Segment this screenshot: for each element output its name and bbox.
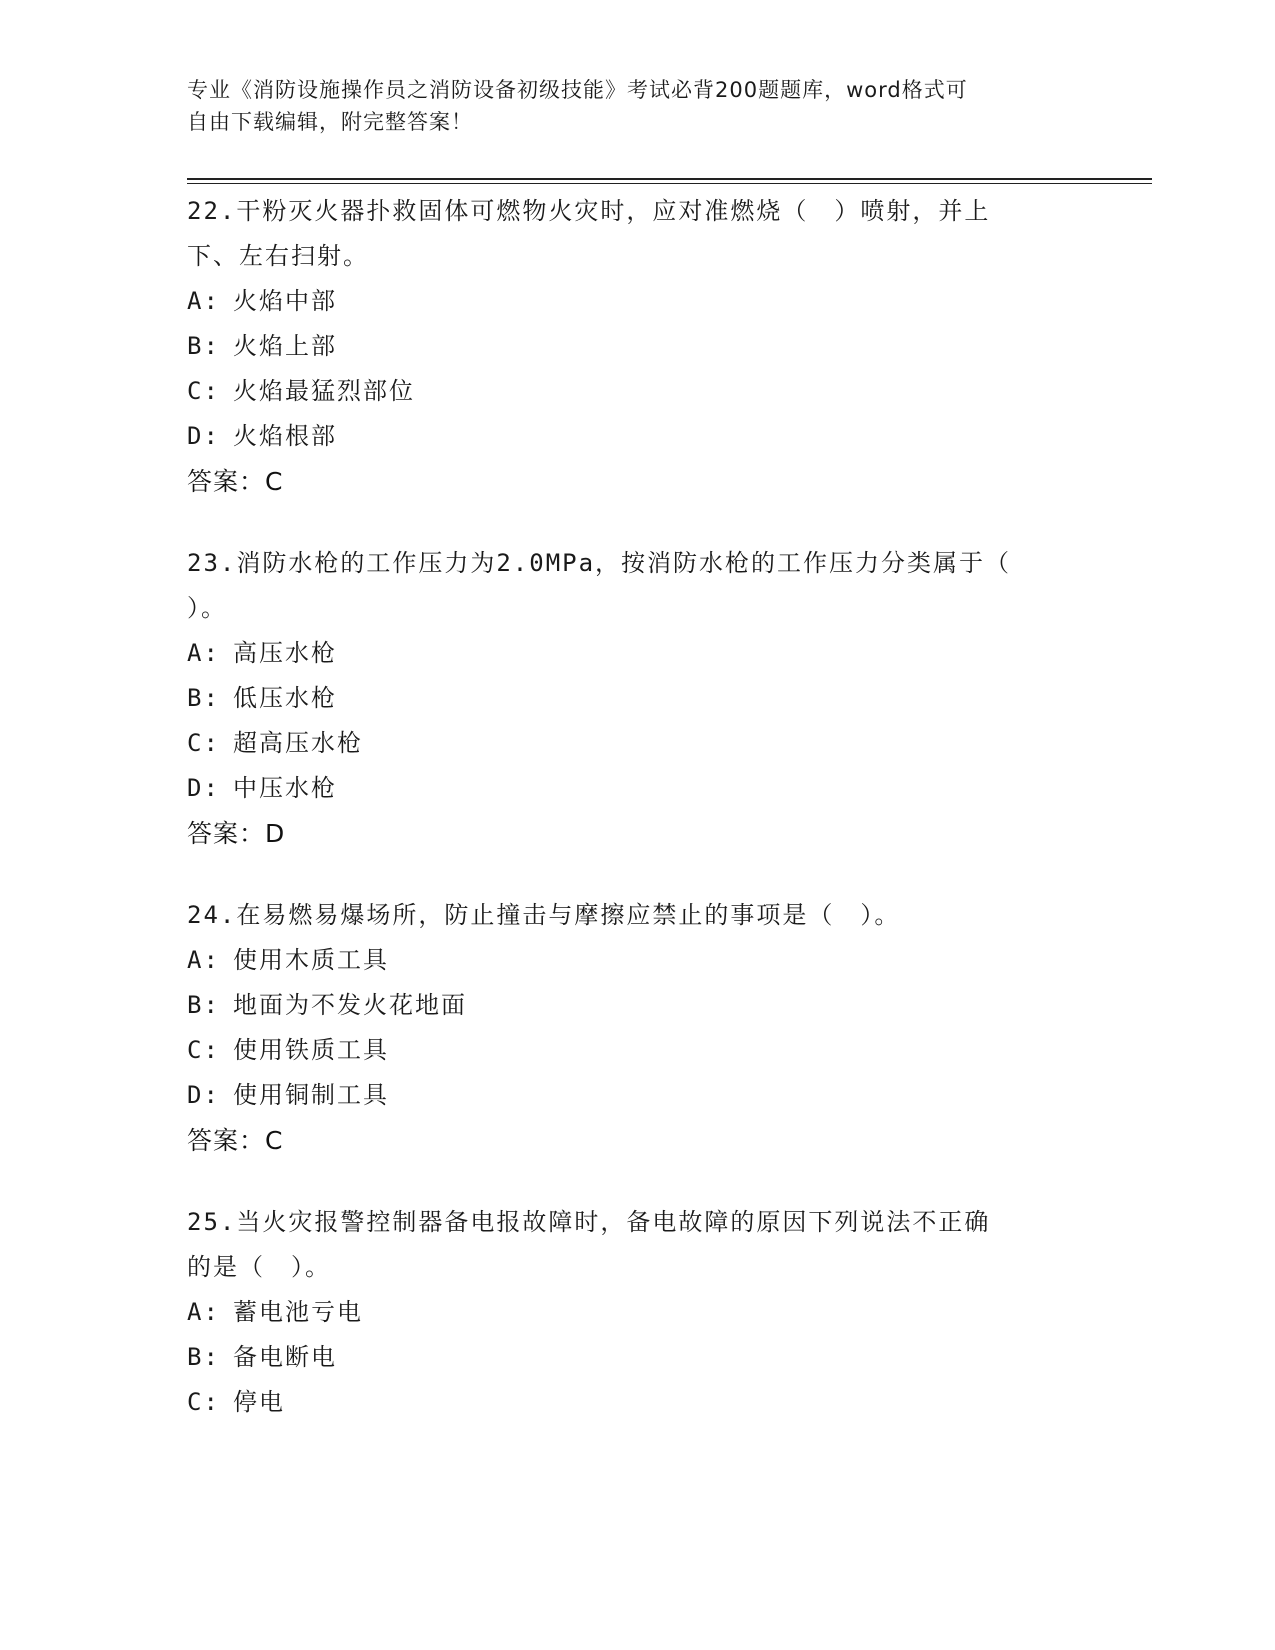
question-stem-line: 下、左右扫射。 [187,242,369,270]
option-b [187,983,1087,1028]
header-divider-thin [187,183,1152,184]
option-a [187,938,1087,983]
answer-line: 答案：D [187,819,286,848]
option-letter: B: [187,332,220,360]
question-stem [187,1200,1087,1290]
option-text: 蓄电池亏电 [233,1298,363,1326]
option-text: 火焰根部 [233,422,337,450]
option-text: 地面为不发火花地面 [233,991,467,1019]
option-letter: C: [187,377,220,405]
option-letter: A: [187,639,220,667]
question-item [187,1200,1087,1425]
header-title-line-2: 自由下载编辑，附完整答案！ [187,110,473,134]
question-stem-line: 的是（ ）。 [187,1253,331,1281]
option-letter: D: [187,774,220,802]
option-text: 高压水枪 [233,639,337,667]
option-letter: D: [187,422,220,450]
option-text: 使用木质工具 [233,946,389,974]
header-divider-thick [187,178,1152,180]
question-item [187,541,1087,856]
option-letter: A: [187,287,220,315]
option-text: 备电断电 [233,1343,337,1371]
option-a [187,631,1087,676]
option-text: 低压水枪 [233,684,337,712]
question-stem [187,541,1087,631]
question-item [187,189,1087,504]
option-text: 使用铜制工具 [233,1081,389,1109]
option-c [187,1380,1087,1425]
option-letter: C: [187,729,220,757]
option-d [187,1073,1087,1118]
question-stem-line: 23.消防水枪的工作压力为2.0MPa，按消防水枪的工作压力分类属于（ [187,549,1012,577]
question-item [187,893,1087,1163]
option-letter: B: [187,684,220,712]
option-letter: D: [187,1081,220,1109]
option-c [187,1028,1087,1073]
header-title-line-1: 专业《消防设施操作员之消防设备初级技能》考试必背200题题库，word格式可 [187,78,968,102]
option-b [187,324,1087,369]
document-header [187,74,1067,138]
option-d [187,766,1087,811]
question-stem-line: 25.当火灾报警控制器备电报故障时，备电故障的原因下列说法不正确 [187,1208,991,1236]
option-c [187,369,1087,414]
option-letter: B: [187,1343,220,1371]
question-stem [187,893,1087,938]
option-letter: C: [187,1388,220,1416]
option-letter: C: [187,1036,220,1064]
option-letter: A: [187,1298,220,1326]
option-text: 中压水枪 [233,774,337,802]
option-a [187,1290,1087,1335]
option-letter: A: [187,946,220,974]
option-letter: B: [187,991,220,1019]
option-b [187,1335,1087,1380]
question-stem [187,189,1087,279]
option-a [187,279,1087,324]
option-text: 停电 [233,1388,285,1416]
question-stem-line: 24.在易燃易爆场所，防止撞击与摩擦应禁止的事项是（ ）。 [187,901,901,929]
option-text: 火焰中部 [233,287,337,315]
option-d [187,414,1087,459]
option-text: 火焰上部 [233,332,337,360]
question-stem-line: ）。 [187,594,227,622]
option-c [187,721,1087,766]
answer-line: 答案：C [187,467,284,496]
option-text: 使用铁质工具 [233,1036,389,1064]
option-text: 超高压水枪 [233,729,363,757]
answer-line: 答案：C [187,1126,284,1155]
question-stem-line: 22.干粉灭火器扑救固体可燃物火灾时，应对准燃烧（ ）喷射，并上 [187,197,991,225]
question-list [187,189,1087,1462]
option-b [187,676,1087,721]
option-text: 火焰最猛烈部位 [233,377,415,405]
